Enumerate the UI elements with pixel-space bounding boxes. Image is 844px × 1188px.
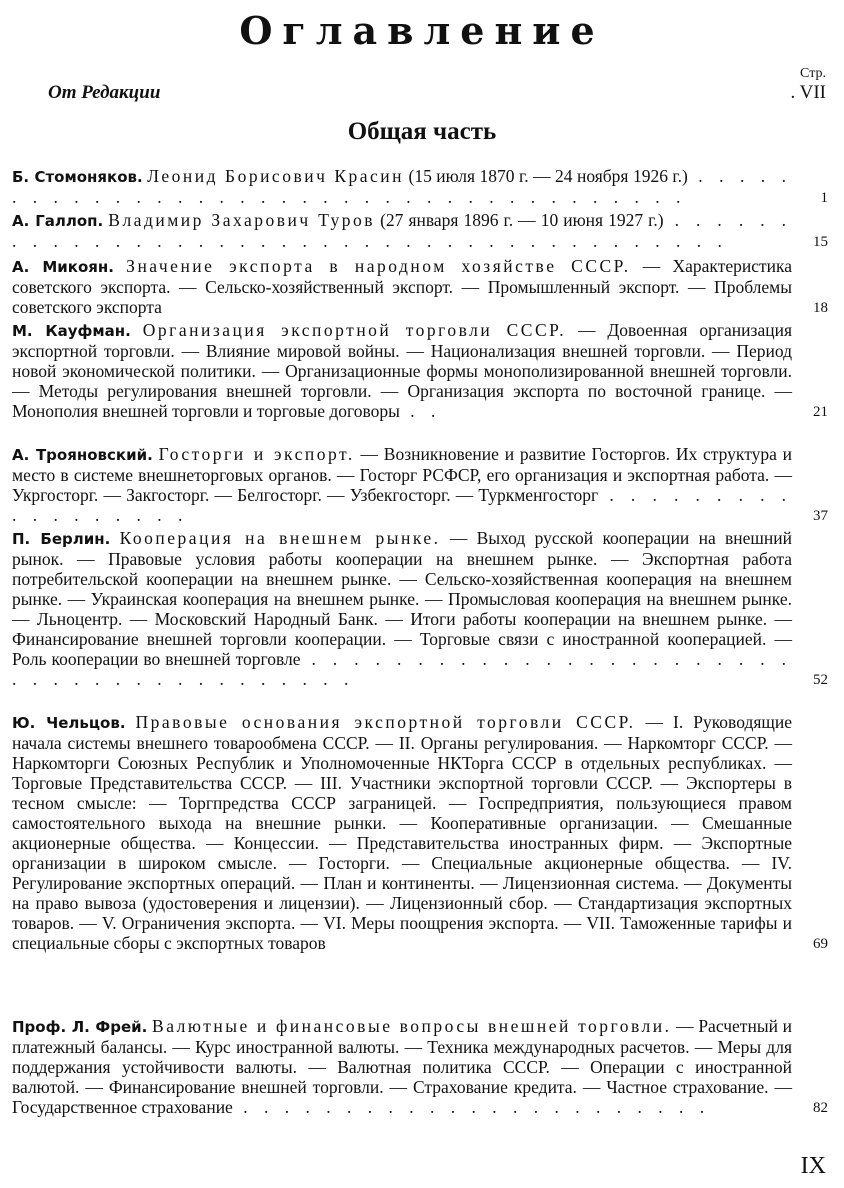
page-title: Оглавление [239,8,605,53]
entry-contents: — Возникновение и развитие Госторгов. Их структура и место в системе внешнеторговых органов. — Госторг РСФСР, его организация и экспортная работа. — Укргосторг. — Закгосторг. — Белгосторг. — Узбекгосторг. — Туркменгосторг [12,444,793,505]
entry-author: П. Берлин. [12,530,111,548]
entry-title: Леонид Борисович Красин [147,166,405,186]
entry-page: 37 [813,508,828,524]
entry-leader-dots: . . [399,401,442,421]
entry-title: Значение экспорта в народном хозяйстве СССР. [126,256,631,276]
toc-entry [12,210,828,251]
section-title: Общая часть [347,118,497,145]
editorial-label: От Редакции [48,82,161,103]
entry-page: 82 [813,1100,828,1116]
entry-author: Проф. Л. Фрей. [12,1018,148,1036]
entry-contents: — Выход русской кооперации на внешний рынок. — Правовые условия работы кооперации на внешнем рынке. — Экспортная работа потребительской кооперации на внешнем рынке. — Сельско-хозяйственная кооперация на внешнем рынке. — Украинская кооперация на внешнем рынке. — Промысловая кооперация на внешнем рынке. — Льноцентр. — Московский Народный Банк. — Итоги работы кооперации на внешнем рынке. — Финансирование внешней торговли кооперации. — Торговые связи с иностранной кооперацией. — Роль кооперации во внешней торговле [12,528,792,669]
entry-author: М. Кауфман. [12,322,131,340]
editorial-entry [48,82,826,108]
entry-leader-dots: . . . . . . . . . . . . . . . . . . . . . . . . . . . . . . . . . . . . . . . . [12,649,793,689]
entry-contents: (27 января 1896 г. — 10 июня 1927 г.) [375,210,664,230]
toc-entry [12,256,828,317]
toc-entry [12,320,828,421]
entry-title: Владимир Захарович Туров [108,210,376,230]
editorial-page: . VII [790,82,826,103]
entry-contents: — Расчетный и платежный балансы. — Курс иностранной валюты. — Техника международных расчетов. — Меры для поддержания устойчивости валюты. — Валютная политика СССР. — Операции с иностранной валютой. — Финансирование внешней торговли. — Страхование кредита. — Частное страхование. — Государственное страхование [12,1016,792,1117]
toc-entry [12,444,828,525]
entry-page: 15 [813,234,828,250]
entry-page: 21 [813,404,828,420]
toc-entry [12,528,828,689]
entry-author: Ю. Чельцов. [12,714,126,732]
toc-entry [12,166,828,207]
toc-entry [12,712,828,953]
entry-leader-dots: . . . . . . . . . . . . . . . . . . [12,485,793,525]
entry-title: Госторги и экспорт. [158,444,355,464]
entry-title: Валютные и финансовые вопросы внешней торговли. [152,1016,672,1036]
entry-author: А. Трояновский. [12,446,153,464]
toc-entry [12,1016,828,1117]
entry-author: А. Микоян. [12,258,114,276]
entry-leader-dots: . . . . . . . . . . . . . . . . . . . . . . . [232,1097,711,1117]
entry-author: Б. Стомоняков. [12,168,143,186]
page-column-label: Стр. [800,66,826,81]
page-folio: IX [800,1153,826,1179]
entry-title: Правовые основания экспортной торговли СССР. [135,712,636,732]
entry-title: Организация экспортной торговли СССР. [142,320,567,340]
entry-contents: (15 июля 1870 г. — 24 ноября 1926 г.) [404,166,688,186]
entry-title: Кооперация на внешнем рынке. [119,528,441,548]
entry-leader-dots: . . . . . . . . . . . . . . . . . . . . . . . . . . . . . . . . . . . . . . [12,166,792,207]
entry-contents: — Довоенная организация экспортной торговли. — Влияние мировой войны. — Национализация внешней торговли. — Период новой экономической политики. — Организационные формы монополизированной внешней торговли. — Методы регулирования внешней торговли. — Организация экспорта по восточной границе. — Монополия внешней торговли и торговые договоры [12,320,792,421]
entry-page: 52 [813,672,828,688]
entry-leader-dots: . . . . . . . . . . . . . . . . . . . . . . . . . . . . . . . . . . . . . . . . . [12,210,793,251]
entry-page: 69 [813,936,828,952]
entry-contents: — I. Руководящие начала системы внешнего товарообмена СССР. — II. Органы регулирования. — Наркомторг СССР. — Наркомторги Союзных Республик и Уполномоченные НКТорга СССР в отдельных республиках. — Торговые Представительства СССР. — III. Участники экспортной торговли СССР. — Экспортеры в тесном смысле: — Торгпредства СССР заграницей. — Госпредприятия, пользующиеся правом самостоятельного выхода на внешние рынки. — Кооперативные организации. — Смешанные акционерные общества. — Концессии. — Представительства иностранных фирм. — Экспортные организации в широком смысле. — Госторги. — Специальные акционерные общества. — IV. Регулирование экспортных операций. — План и континенты. — Лицензионная система. — Документы на право вывоза (удостоверения и лицензии). — Лицензионный сбор. — Стандартизация экспортных товаров. — V. Ограничения экспорта. — VI. Меры поощрения экспорта. — VII. Таможенные тарифы и специальные сборы с экспортных товаров [12,712,793,953]
entry-page: 1 [820,190,828,206]
entry-page: 18 [813,300,828,316]
entry-contents: — Характеристика советского экспорта. — Сельско-хозяйственный экспорт. — Промышленный экспорт. — Проблемы советского экспорта [12,256,793,317]
entry-author: А. Галлоп. [12,212,104,230]
